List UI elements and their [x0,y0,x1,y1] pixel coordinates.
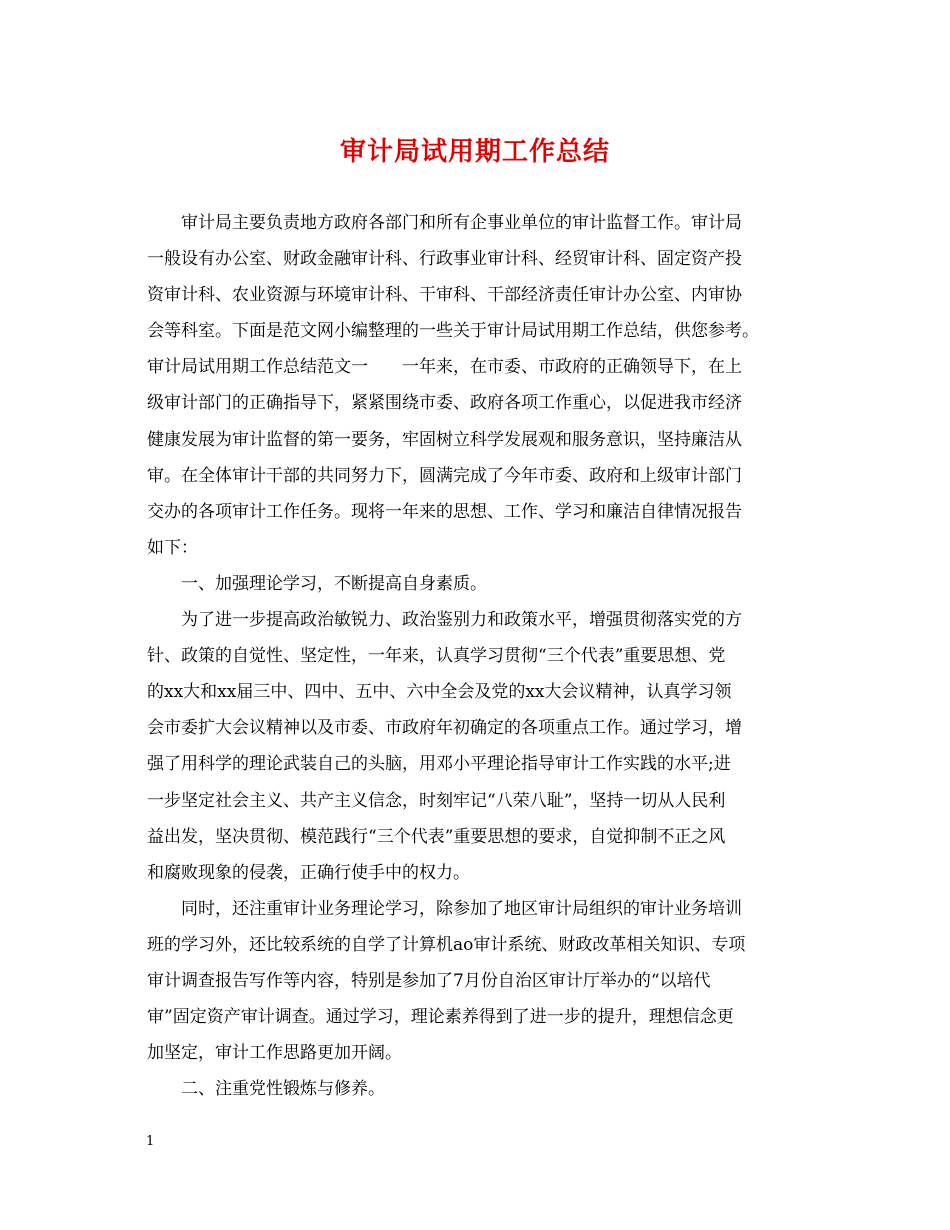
document-title: 审计局试用期工作总结 [339,137,610,167]
body-line: 一般设有办公室、财政金融审计科、行政事业审计科、经贸审计科、固定资产投 [147,249,742,270]
body-line: 一步坚定社会主义、共产主义信念，时刻牢记“八荣八耻”，坚持一切从人民利 [147,790,726,811]
body-line: 交办的各项审计工作任务。现将一年来的思想、工作、学习和廉洁自律情况报告 [147,501,742,522]
body-line: 如下： [147,537,198,558]
body-line: 为了进一步提高政治敏锐力、政治鉴别力和政策水平，增强贯彻落实党的方 [147,610,742,631]
body-line: 和腐败现象的侵袭，正确行使手中的权力。 [147,862,470,883]
page-number: 1 [146,1134,155,1149]
body-line: 审计局试用期工作总结范文一 一年来，在市委、市政府的正确领导下，在上 [147,357,742,378]
section-heading: 一、加强理论学习，不断提高自身素质。 [147,573,487,594]
body-line: 健康发展为审计监督的第一要务，牢固树立科学发展观和服务意识，坚持廉洁从 [147,429,742,450]
body-line: 会市委扩大会议精神以及市委、市政府年初确定的各项重点工作。通过学习，增 [147,718,742,739]
body-line: 益出发，坚决贯彻、模范践行“三个代表”重要思想的要求，自觉抑制不正之风 [147,826,726,847]
body-line: 级审计部门的正确指导下，紧紧围绕市委、政府各项工作重心，以促进我市经济 [147,393,742,414]
body-line: 的xx大和xx届三中、四中、五中、六中全会及党的xx大会议精神，认真学习领 [147,682,732,703]
body-line: 加坚定，审计工作思路更加开阔。 [147,1043,402,1064]
body-line: 资审计科、农业资源与环境审计科、干审科、干部经济责任审计办公室、内审协 [147,285,742,306]
body-line: 审计调查报告写作等内容，特别是参加了7月份自治区审计厅举办的“以培代 [147,970,711,991]
body-line: 班的学习外，还比较系统的自学了计算机ao审计系统、财政改革相关知识、专项 [147,934,746,955]
body-line: 审。在全体审计干部的共同努力下，圆满完成了今年市委、政府和上级审计部门 [147,465,742,486]
body-line: 审计局主要负责地方政府各部门和所有企事业单位的审计监督工作。审计局 [147,213,742,233]
section-heading: 二、注重党性锻炼与修养。 [147,1079,385,1100]
body-line: 针、政策的自觉性、坚定性，一年来，认真学习贯彻“三个代表”重要思想、党 [147,646,726,667]
document-body [147,205,807,1107]
body-line: 同时，还注重审计业务理论学习，除参加了地区审计局组织的审计业务培训 [147,898,742,919]
body-line: 会等科室。下面是范文网小编整理的一些关于审计局试用期工作总结，供您参考。 [147,321,759,342]
body-line: 强了用科学的理论武装自己的头脑，用邓小平理论指导审计工作实践的水平;进 [147,754,731,775]
body-line: 审”固定资产审计调查。通过学习，理论素养得到了进一步的提升，理想信念更 [147,1007,734,1028]
